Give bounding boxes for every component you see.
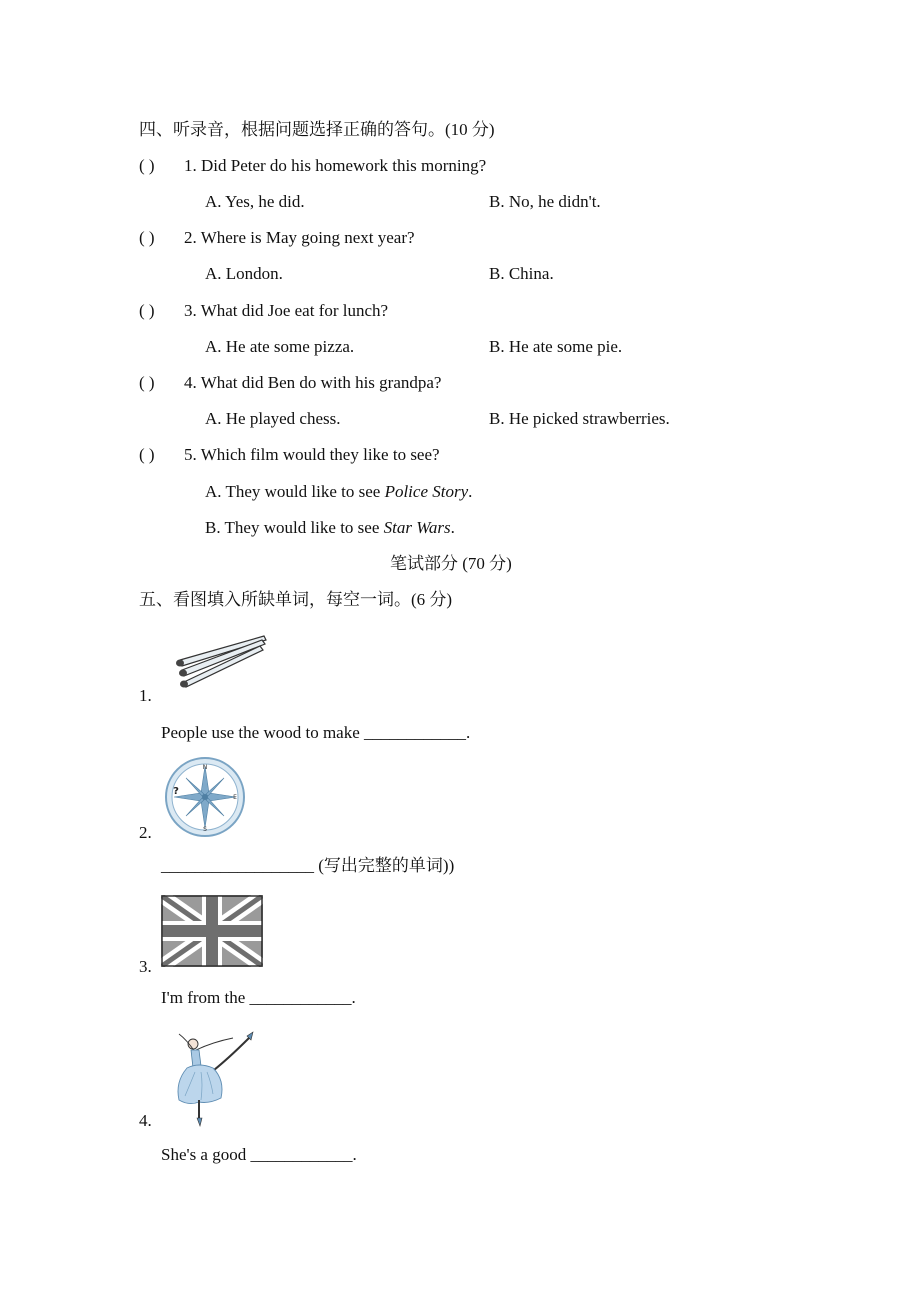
- film-title-police-story: Police Story: [384, 482, 469, 501]
- item-number-4: 4.: [139, 1111, 152, 1130]
- answer-blank-4[interactable]: ( ): [139, 373, 155, 392]
- compass-image: [164, 756, 248, 838]
- question-2: 2. Where is May going next year?: [184, 228, 415, 247]
- item-2-sentence[interactable]: __________________ (写出完整的单词)): [161, 856, 455, 875]
- film-title-star-wars: Star Wars: [383, 518, 451, 537]
- compass-east-label: E: [233, 794, 237, 801]
- item-1-sentence[interactable]: People use the wood to make ____________.: [161, 723, 471, 742]
- answer-blank-1[interactable]: ( ): [139, 156, 155, 175]
- item-number-2: 2.: [139, 823, 152, 842]
- q4-option-a: A. He played chess.: [205, 409, 341, 428]
- q5-option-a-period: .: [468, 482, 473, 501]
- item-4-sentence[interactable]: She's a good ____________.: [161, 1145, 357, 1164]
- q2-option-b: B. China.: [489, 264, 554, 283]
- q4-option-b: B. He picked strawberries.: [489, 409, 670, 428]
- written-part-heading: 笔试部分 (70 分): [390, 554, 512, 573]
- ballerina-image: [165, 1030, 255, 1128]
- q5-option-a: [205, 481, 472, 503]
- q3-option-a: A. He ate some pizza.: [205, 337, 355, 356]
- question-1: 1. Did Peter do his homework this morning?: [184, 156, 487, 175]
- q5-option-b-text: B. They would like to see: [205, 518, 384, 537]
- question-5: 5. Which film would they like to see?: [184, 445, 440, 464]
- compass-south-label: S: [203, 826, 207, 833]
- item-3-sentence[interactable]: I'm from the ____________.: [161, 988, 356, 1007]
- item-number-3: 3.: [139, 957, 152, 976]
- section4-title: 四、听录音，根据问题选择正确的答句。(10 分): [139, 120, 495, 139]
- answer-blank-2[interactable]: ( ): [139, 228, 155, 247]
- compass-west-question: ?: [173, 786, 179, 797]
- compass-north-label: N: [202, 764, 208, 771]
- question-3: 3. What did Joe eat for lunch?: [184, 301, 389, 320]
- answer-blank-5[interactable]: ( ): [139, 445, 155, 464]
- q5-option-b: [205, 517, 455, 539]
- answer-blank-3[interactable]: ( ): [139, 301, 155, 320]
- item-number-1: 1.: [139, 686, 152, 705]
- chopsticks-image: [172, 630, 272, 690]
- q1-option-b: B. No, he didn't.: [489, 192, 601, 211]
- section5-title: 五、看图填入所缺单词，每空一词。(6 分): [139, 590, 453, 609]
- q5-option-b-period: .: [450, 518, 455, 537]
- q1-option-a: A. Yes, he did.: [205, 192, 305, 211]
- uk-flag-image: [161, 895, 263, 967]
- q2-option-a: A. London.: [205, 264, 283, 283]
- q3-option-b: B. He ate some pie.: [489, 337, 623, 356]
- q5-option-a-text: A. They would like to see: [205, 482, 385, 501]
- question-4: 4. What did Ben do with his grandpa?: [184, 373, 442, 392]
